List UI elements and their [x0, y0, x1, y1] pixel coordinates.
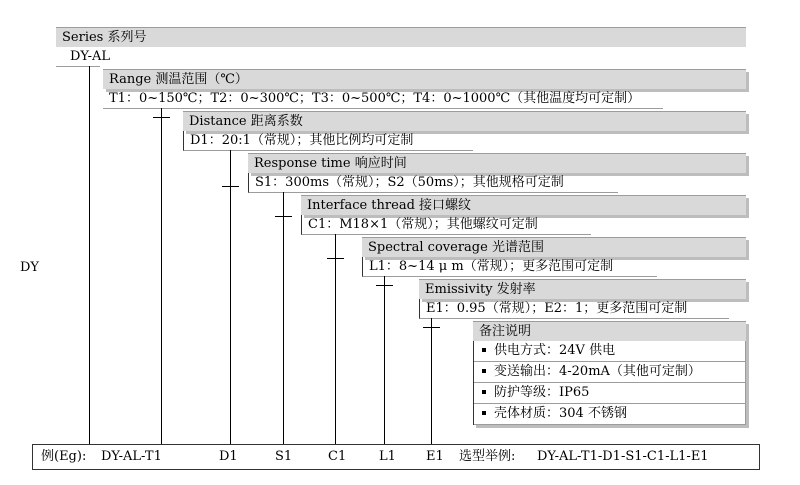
note-text: 防护等级：IP65 [494, 385, 590, 400]
connector-tick-response [275, 216, 292, 217]
emissivity-header [419, 279, 746, 299]
notes-list [473, 341, 746, 425]
connector-tick-spectral [376, 285, 393, 286]
range-header-text: Range 测温范围（℃） [109, 72, 248, 87]
connector-line-range [161, 108, 162, 444]
response-header-text: Response time 响应时间 [254, 156, 407, 171]
distance-header [183, 111, 746, 131]
list-item [474, 383, 746, 404]
example-code-distance: D1 [219, 449, 238, 464]
interface-value: C1：M18×1（常规）；其他螺纹可定制 [308, 217, 538, 232]
list-item [474, 341, 746, 362]
bullet-icon [482, 411, 486, 415]
distance-header-text: Distance 距离系数 [189, 114, 303, 129]
interface-value-row [301, 215, 591, 235]
notes-header-text: 备注说明 [479, 324, 532, 339]
connector-line-distance [230, 150, 231, 444]
note-text: 供电方式：24V 供电 [494, 343, 616, 358]
example-code-emissivity: E1 [426, 449, 444, 464]
response-value-row [248, 173, 618, 193]
distance-value: D1：20:1（常规）；其他比例均可定制 [190, 133, 414, 148]
bullet-icon [482, 348, 486, 352]
example-code-response: S1 [275, 449, 293, 464]
example-code-spectral: L1 [379, 449, 396, 464]
example-label: 例(Eg): [41, 449, 87, 464]
interface-header [301, 195, 746, 215]
interface-header-text: Interface thread 接口螺纹 [307, 198, 472, 213]
example-sample: DY-AL-T1-D1-S1-C1-L1-E1 [537, 449, 709, 464]
connector-tick-distance [222, 186, 239, 187]
series-value: DY-AL [70, 49, 110, 64]
emissivity-header-text: Emissivity 发射率 [425, 282, 536, 297]
connector-tick-emissivity [423, 327, 440, 328]
connector-tick-range [153, 117, 170, 118]
spectral-value: L1：8~14 μ m（常规）；更多范围可定制 [369, 259, 614, 274]
note-text: 变送输出：4-20mA（其他可定制） [494, 364, 701, 379]
range-header [103, 69, 746, 89]
connector-tick-interface [327, 258, 344, 259]
series-header-text: Series 系列号 [62, 30, 147, 45]
example-sample-label: 选型举例: [459, 449, 516, 464]
example-code-interface: C1 [328, 449, 347, 464]
spectral-header [362, 237, 746, 257]
response-header [248, 153, 746, 173]
connector-line-series [89, 66, 90, 444]
series-header [56, 27, 746, 47]
range-value: T1：0~150℃；T2：0~300℃；T3：0~500℃；T4：0~1000℃（其他温度均可定制） [109, 91, 641, 106]
list-item [474, 362, 746, 383]
emissivity-value-row [419, 299, 729, 319]
connector-line-emissivity [431, 318, 432, 444]
series-value-row [56, 47, 110, 67]
bullet-icon [482, 390, 486, 394]
notes-header [473, 321, 746, 341]
note-text: 壳体材质：304 不锈钢 [494, 406, 627, 421]
list-item [474, 404, 746, 425]
connector-line-interface [335, 234, 336, 444]
distance-value-row [183, 131, 473, 151]
example-bar [32, 444, 760, 470]
spectral-value-row [362, 257, 657, 277]
spectral-header-text: Spectral coverage 光谱范围 [368, 240, 544, 255]
connector-line-spectral [384, 276, 385, 444]
example-code: DY-AL-T1 [101, 449, 162, 464]
side-label: DY [20, 260, 40, 275]
connector-line-response [283, 192, 284, 444]
emissivity-value: E1：0.95（常规）；E2：1；更多范围可定制 [426, 301, 688, 316]
range-value-row [103, 89, 663, 109]
bullet-icon [482, 369, 486, 373]
response-value: S1：300ms（常规）；S2（50ms）；其他规格可定制 [255, 175, 564, 190]
